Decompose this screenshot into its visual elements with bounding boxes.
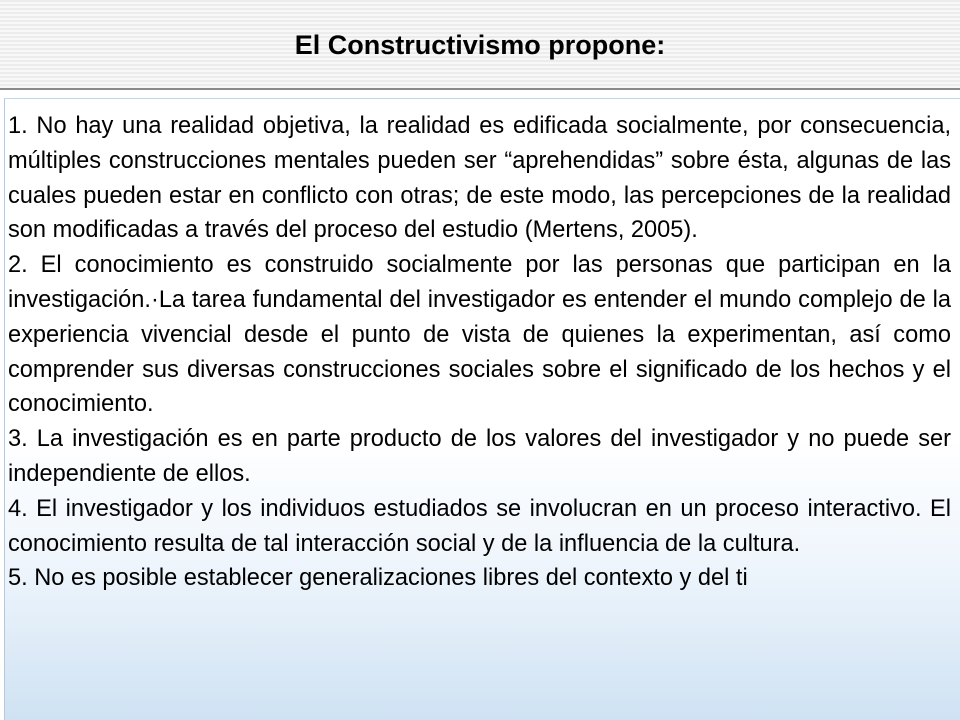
content-panel bbox=[4, 98, 960, 720]
slide-title: El Constructivismo propone: bbox=[294, 30, 666, 60]
point-5: 5. No es posible establecer generalizaciones libres del contexto y del ti bbox=[8, 565, 748, 592]
point-1: 1. No hay una realidad objetiva, la realidad es edificada socialmente, por consecuencia, múltiples construcciones mentales pueden ser “aprehendidas” sobre ésta, algunas de las cuales pueden estar en conflicto con otras; de este modo, las percepciones de la realidad son modificadas a través del proceso del estudio (Mertens, 2005). bbox=[8, 113, 951, 244]
slide-header bbox=[0, 0, 960, 88]
header-divider bbox=[0, 88, 960, 90]
point-4: 4. El investigador y los individuos estudiados se involucran en un proceso interactivo. El conocimiento resulta de tal interacción social y de la influencia de la cultura. bbox=[8, 495, 951, 557]
points-list bbox=[8, 109, 951, 596]
point-3: 3. La investigación es en parte producto de los valores del investigador y no puede ser independiente de ellos. bbox=[8, 426, 951, 487]
point-2: 2. El conocimiento es construido socialmente por las personas que participan en la investigación.·La tarea fundamental del investigador es entender el mundo complejo de la experiencia vivencial desde el punto de vista de quienes la experimentan, así como comprender sus diversas construcciones sociales sobre el significado de los hechos y el conocimiento. bbox=[8, 252, 951, 418]
